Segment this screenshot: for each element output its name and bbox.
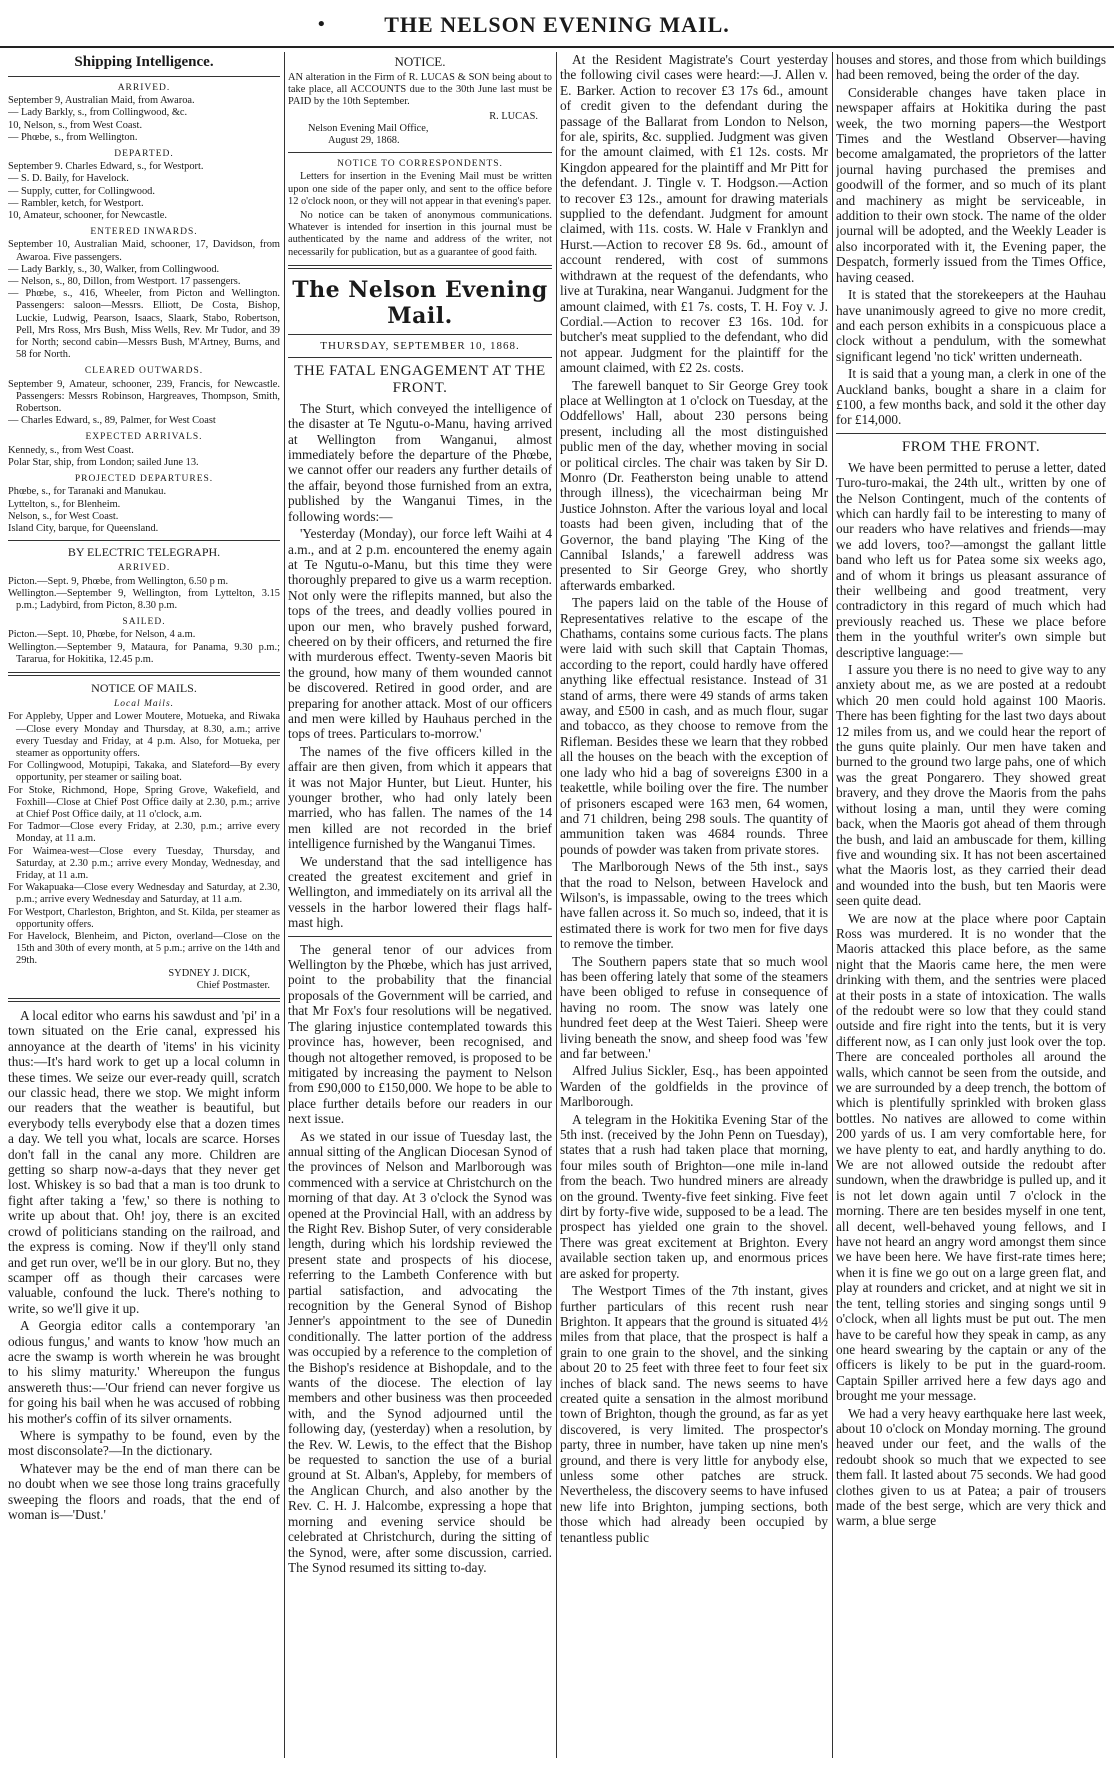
postmaster-title: Chief Postmaster. [196, 979, 270, 991]
shipping-entry: September 9, Amateur, schooner, 239, Francis, for Newcastle. Passengers: Messrs Robinson, Hargreaves, Thompson, Smith, Robertson. [8, 378, 280, 415]
mail-entry: For Waimea-west—Close every Tuesday, Thursday, and Saturday, at 2.30 p.m.; arrive every Monday, Wednesday, and Friday, at 11 a.m. [8, 845, 280, 881]
shipping-entry: Island City, barque, for Queensland. [8, 522, 159, 534]
article-paragraph: A Georgia editor calls a contemporary 'an odious fungus,' and wants to know 'how much an acre the swamp is worth wherein he was brought to his slimy maturity.' Whereupon the fungus answereth thus:—'Our friend can never forgive us for going his bail when he was accused of robbing his mother's coffin of its silver ornaments. [8, 1318, 280, 1426]
divider [8, 672, 280, 676]
article-paragraph: houses and stores, and those from which buildings had been removed, being the order of the day. [836, 52, 1106, 83]
divider [288, 357, 552, 358]
notice-signer: R. LUCAS. [489, 110, 538, 122]
column-rule [556, 52, 557, 1758]
tel-sailed-heading: SAILED. [122, 617, 166, 628]
shipping-entry: — Phœbe, s., 416, Wheeler, from Picton and Wellington. Passengers: saloon—Messrs. Elliott, De Costa, Bishop, Luckie, Ludwig, Pearson, Isaacs, Slaark, Stabo, Robertson, Pell, Mrs Ross, Mrs Bush, Miss Wells, Rev. Mr Tudor, and 39 for North; second cabin—Messrs Bush, M'Artney, Burns, and 58 for North. [8, 288, 280, 361]
entered-heading: ENTERED INWARDS. [90, 227, 198, 238]
telegraph-entry: Wellington.—September 9, Mataura, for Panama, 9.30 p.m.; Tararua, for Hokitika, 12.45 p.m. [8, 641, 280, 665]
shipping-entry: September 9, Australian Maid, from Awaroa. [8, 95, 195, 107]
cleared-heading: CLEARED OUTWARDS. [84, 366, 204, 377]
postmaster-name: SYDNEY J. DICK, [168, 967, 250, 979]
notice-date: August 29, 1868. [328, 135, 400, 147]
article-paragraph: At the Resident Magistrate's Court yesterday the following civil cases were heard:—J. Allen v. E. Barker. Action to recover £3 17s 6d., amount of credit given to the defendant during the passage of the Ballarat from London to Nelson, for ale, spirits, &c. supplied. Judgment was given for the amount claimed, with £1 12s. costs. Mr Kingdon appeared for the plaintiff and Mr Pitt for the defendant. J. Tingle v. T. Hodgson.—Action to recover £3 12s., amount for drawing materials supplied to the defendant. Judgment for amount claimed, with 11s. costs. W. Hale v Franklyn and Hurst.—Action to recover £8 9s. 6d., amount of account rendered, with cost of summons withdrawn at the request of the defendants, who live at Turakina, near Wanganui. Judgment for the amount claimed, with £1 7s. costs, T. H. Foy v. J. Cordial.—Action to recover £3 16s. 10d. for butcher's meat supplied to the defendant, who did not appear. Judgment for the plaintiff for the amount claimed, with £2 2s. costs. [560, 52, 828, 376]
mail-entry: For Wakapuaka—Close every Wednesday and Saturday, at 2.30, p.m.; arrive every Wednesday and Saturday, at 11 a.m. [8, 882, 280, 906]
mail-entry: For Westport, Charleston, Brighton, and St. Kilda, per steamer as opportunity offers. [8, 906, 280, 930]
telegraph-entry: Picton.—Sept. 10, Phœbe, for Nelson, 4 a.m. [8, 629, 196, 641]
arrived-heading: ARRIVED. [117, 83, 171, 93]
article-paragraph: The papers laid on the table of the House of Representatives relative to the escape of the Chathams, contains some curious facts. The plans were laid with such skill that Captain Thomas, according to the report, could hardly have offered anything like effectual resistance. Instead of 31 stand of arms, there were 49 stands of arms taken away, and £500 in cash, and as much flour, sugar and tobacco, as they choose to remove from the Rifleman. Besides these we learn that they robbed all the houses on the beach with the exception of one lady who hid a bag of sovereigns £300 in a teakettle, while boiling over the fire. The number of prisoners escaped were 163 men, 64 women, and 71 children, being 298 souls. The quantity of ammunition taken was 4684 rounds. Three pounds of powder was taken from private stores. [560, 595, 828, 857]
article-paragraph: The names of the five officers killed in the affair are then given, from which it appears that it was not Major Hunter, but Lieut. Hunter, his younger brother, who had only lately been married, who has fallen. The names of the 14 men killed are not recorded in the brief intelligence furnished by the Wanganui Times. [288, 743, 552, 852]
mail-entry: For Tadmor—Close every Friday, at 2.30, p.m.; arrive every Monday, at 11 a.m. [8, 821, 280, 845]
article-paragraph: Whatever may be the end of man there can be no doubt when we see those long trains gracefully sweeping the floors and roads, that the end of woman is—'Dust.' [8, 1460, 280, 1523]
shipping-entry: Kennedy, s., from West Coast. [8, 444, 134, 456]
shipping-entry: September 9. Charles Edward, s., for Westport. [8, 161, 204, 173]
article-paragraph: The farewell banquet to Sir George Grey took place at Wellington at 1 o'clock on Tuesday, at the Oddfellows' Hall, about 230 persons being present, including all the most distinguished public men of the day, whether moving in social or political circles. The chair was taken by Sir D. Monro (Dr. Featherston being unable to attend through illness), the vicechairman being Mr Justice Johnston. After the various loyal and local toasts had been given, including that of the Governor, the band playing 'The King of the Cannibal Islands,' a farewell address was presented to Sir George Grey, who shortly afterwards embarked. [560, 377, 828, 593]
expected-heading: EXPECTED ARRIVALS. [85, 432, 203, 443]
column-1 [8, 52, 280, 1758]
article-paragraph: It is stated that the storekeepers at the Hauhau have unanimously agreed to give no more credit, and each person exhibits in a conspicuous place a clock without a pendulum, with the somewhat significant legend 'no tick' written underneath. [836, 287, 1106, 364]
column-rule [832, 52, 833, 1758]
shipping-entry: — Charles Edward, s., 89, Palmer, for West Coast [8, 415, 216, 427]
article-paragraph: The general tenor of our advices from Wellington by the Phœbe, which has just arrived, point to the probability that the financial proposals of the Government will be carried, and that Mr Fox's four resolutions will be negatived. The glaring injustice contemplated towards this province has, however, been recognised, and though not altogether removed, is proposed to be mitigated by increasing the payment to Nelson from £90,000 to £150,000. We hope to be able to place further details before our readers in our next issue. [288, 941, 552, 1127]
shipping-entry: — S. D. Baily, for Havelock. [8, 173, 129, 185]
shipping-entry: — Nelson, s., 80, Dillon, from Westport. 17 passengers. [8, 276, 241, 288]
article-paragraph: We understand that the sad intelligence has created the greatest excitement and grief in Wellington, and immediately on its arrival all the vessels in the harbor lowered their flags half-mast high. [288, 853, 552, 931]
masthead-title: THE NELSON EVENING MAIL. [384, 12, 730, 37]
telegraph-entry: Picton.—Sept. 9, Phœbe, from Wellington, 6.50 p m. [8, 575, 229, 587]
shipping-entry: — Lady Barkly, s., from Collingwood, &c. [8, 107, 188, 119]
mails-heading: NOTICE OF MAILS. [91, 680, 197, 695]
divider [288, 152, 552, 153]
mails-subheading: Local Mails. [113, 699, 175, 710]
shipping-entry: 10, Amateur, schooner, for Newcastle. [8, 210, 168, 222]
article-paragraph: We are now at the place where poor Captain Ross was murdered. It is no wonder that the Maoris attacked this place before, as the same night that the Maoris came here, the men were drinking with them, and the sentries were placed at their posts in a state of intoxication. The walls of the redoubt were so low that they could stand outside and fire right into the tents, but it is very different now, as I can only just look over the top. There are concealed portholes all around the walls, which cannot be seen from the outside, and we are surrounded by a deep trench, the bottom of which is plentifully sprinkled with broken glass bottles. No natives are allowed to come within 200 yards of us. I am very comfortable here, for we have plenty to eat, and hardly anything to do. We are not allowed outside the redoubt after sundown, when the drawbridge is pulled up, and it is not let down again until 7 o'clock in the morning. There are ten besides myself in one tent, all decent, well-behaved young fellows, and I have not heard an angry word amongst them since we have been here. We have first-rate times here; when it is fine we go out on a large green flat, and play at rounders and cricket, and at night we sit in the tent, telling stories and singing songs until 9 o'clock, when all lights must be put out. The men have to be careful how they speak in camp, as any one heard swearing by the captain or any of the officers is likely to be put in the guard-room. Captain Spiller arrived here a few days ago and brought me your message. [836, 910, 1106, 1404]
article-paragraph: A local editor who earns his sawdust and 'pi' in a town situated on the Erie canal, expressed his annoyance at the dearth of 'items' in his vicinity thus:—It's hard work to get up a local column in these times. We seize our ever-ready quill, scratch our classic head, there we stop. We might inform our readers that the weather is beautiful, but everybody tells everybody else that a dozen times a day. We tell you what, locals are scarce. Horses don't fall in the canal any more. Children are getting so sharp now-a-days that they never get lost. Whiskey is so bad that a man is too drunk to fight after taking a 'few,' so there is nothing to write up about that. Oh! joy, there is an excited crowd of politicians standing on the railroad, and the express is coming. Now if they'll only stand and get run over, we'll be in our glory. But no, they scamper off as though their carcases were valuable, confound the luck. There's nothing to write, so we'll give it up. [8, 1008, 280, 1316]
shipping-entry: Phœbe, s., for Taranaki and Manukau. [8, 486, 167, 498]
article-paragraph: We have been permitted to peruse a letter, dated Turo-turo-makai, the 24th ult., written by one of the Nelson Contingent, much of the contents of which can hardly fail to be interesting to many of our readers who have relatives and friends—may we add lovers, too?—amongst the gallant little band who left us for Patea some six weeks ago, and of whom it brings us pleasant assurance of their wellbeing and good treatment, very contradictory in this regard of much which had previously reached us. These we place before them in the youthful writer's own simple but descriptive language:— [836, 459, 1106, 660]
shipping-entry: — Lady Barkly, s., 30, Walker, from Collingwood. [8, 263, 220, 275]
article-paragraph: Considerable changes have taken place in newspaper affairs at Hokitika during the past week, the two morning papers—the Westport Times and the Westland Observer—having become amalgamated, the proprietors of the latter journal having purchased the premises and goodwill of the former, and so much of its plant and machinery as might be serviceable, in addition to their own stock. The name of the older journal will be adopted, and the Weekly Leader is also incorporated with it, the Evening paper, the Despatch, formerly issued from the Times Office, having ceased. [836, 84, 1106, 285]
article-paragraph: The Sturt, which conveyed the intelligence of the disaster at Te Ngutu-o-Manu, having arrived at Wellington from Wanganui, almost immediately before the departure of the Phœbe, we cannot offer our readers any further details of the affair, beyond those furnished from an extra, published by the Wanganui Times, in the following words:— [288, 400, 552, 524]
divider [288, 334, 552, 335]
front-heading: FROM THE FRONT. [901, 438, 1041, 455]
correspondents-text: No notice can be taken of anonymous communications. Whatever is intended for insertion in this journal must be authenticated by the name and address of the writer, not necessarily for publication, but as a guarantee of good faith. [288, 210, 552, 258]
article-paragraph: It is said that a young man, a clerk in one of the Auckland banks, bought a share in a claim for £100, a few months back, and sold it the other day for £14,000. [836, 366, 1106, 428]
shipping-entry: Lyttelton, s., for Blenheim. [8, 498, 121, 510]
notice-office: Nelson Evening Mail Office, [308, 122, 429, 134]
shipping-entry: Polar Star, ship, from London; sailed June 13. [8, 456, 199, 468]
projected-heading: PROJECTED DEPARTURES. [74, 474, 214, 485]
article-paragraph: 'Yesterday (Monday), our force left Waihi at 4 a.m., and at 2 p.m. encountered the enemy again at Te Ngutu-o-Manu, but this time they were thoroughly prepared to give us a warm reception. Not only were the riflepits manned, but also the tops of the trees, and deadly vollies poured in upon our men, who bravely pushed forward, cheered on by their officers, and returned the fire with murderous effect. Twenty-seven Maoris bit the ground, how many of them wounded cannot be discovered. Retired in good order, and are preparing for another attack. Most of our officers and men were killed by Hauhaus perched in the tops of trees. Particulars to-morrow.' [288, 526, 552, 742]
fatal-heading: THE FATAL ENGAGEMENT AT THE FRONT. [294, 362, 546, 396]
column-2 [288, 52, 552, 1758]
correspondents-text: Letters for insertion in the Evening Mail must be written upon one side of the paper only, and sent to the office before 12 o'clock noon, or they will not appear in that evening's paper. [288, 171, 552, 207]
masthead [0, 0, 1114, 48]
mail-entry: For Appleby, Upper and Lower Moutere, Motueka, and Riwaka—Close every Monday and Thursday, at 8.30, a.m.; arrive every Tuesday and Friday, at 4 p.m. Also, for Motueka, per steamer as opportunity offers. [8, 711, 280, 759]
departed-heading: DEPARTED. [114, 149, 174, 160]
correspondents-heading: NOTICE TO CORRESPONDENTS. [337, 159, 503, 170]
article-paragraph: The Marlborough News of the 5th inst., says that the road to Nelson, between Havelock and Wilson's, is impassable, owing to the trees which have fallen across it. So much so, indeed, that it is estimated there is work for two men for five days to remove the timber. [560, 859, 828, 952]
issue-date: THURSDAY, SEPTEMBER 10, 1868. [320, 339, 520, 352]
column-3 [560, 52, 828, 1758]
shipping-entry: — Rambler, ketch, for Westport. [8, 197, 144, 209]
shipping-entry: — Phœbe, s., from Wellington. [8, 131, 138, 143]
column-rule [284, 52, 285, 1758]
telegraph-entry: Wellington.—September 9, Wellington, from Lyttelton, 3.15 p.m.; Ladybird, from Picton, 8.30 p.m. [8, 587, 280, 611]
article-paragraph: As we stated in our issue of Tuesday last, the annual sitting of the Anglican Diocesan Synod of the provinces of Nelson and Marlborough was commenced with a service at Christchurch on the morning of that day. At 3 o'clock the Synod was opened at the Provincial Hall, with an address by the Right Rev. Bishop Suter, of very considerable length, during which his lordship reviewed the present state and prospects of his diocese, referring to the Lambeth Conference with but partial satisfaction, and advocating the recognition by the General Synod of Bishop Jenner's appointment to the see of Dunedin conditionally. The latter portion of the address was occupied by a reference to the completion of the Bishop's residence at Bishopdale, and to the wants of the diocese. The election of lay members and other business was then proceeded with, and the Synod adjourned until the following day, (yesterday) when a resolution, by the Rev. W. Lewis, to the effect that the Bishop be requested to sanction the use of a burial ground at St. Alban's, Appleby, for members of the Anglican Church, and also another by the Rev. C. H. J. Halcombe, expressing a hope that morning and evening service should be celebrated at Christchurch, during the sitting of the Synod, were, after some discussion, carried. The Synod resumed its sitting to-day. [288, 1128, 552, 1575]
shipping-entry: September 10, Australian Maid, schooner, 17, Davidson, from Awaroa. Five passengers. [8, 239, 280, 263]
divider [8, 540, 280, 541]
divider [8, 76, 280, 77]
shipping-entry: 10, Nelson, s., from West Coast. [8, 119, 143, 131]
column-4 [836, 52, 1106, 1758]
article-paragraph: The Westport Times of the 7th instant, gives further particulars of this recent rush near Brighton. It appears that the ground is situated 4½ miles from that place, that the prospect is half a grain to one grain to the shovel, and the sinking about 20 to 25 feet with three feet to four feet six inches of black sand. The news seems to have created quite a sensation in the almost moribund town of Brighton, though the ground, as far as yet discovered, is very limited. The prospector's party, three in number, have taken up nine men's ground, and there is very little for anybody else, unless some other patches are struck. Nevertheless, the discovery seems to have infused new life into Brighton, jumping sections, both those which had already been occupied by tenantless public [560, 1283, 828, 1545]
article-paragraph: A telegram in the Hokitika Evening Star of the 5th inst. (received by the John Penn on Tuesday), states that a rush had taken place that morning, four miles south of Brighton—one mile in-land from the beach. Two hundred miners are already on the ground. Twenty-five feet sinking. Five feet dirt by forty-five wide, supposed to be a lead. The prospect has yielded one grain to the shovel. There was great excitement at Brighton. Every available section taken up, and enormous prices are asked for property. [560, 1111, 828, 1281]
divider [836, 433, 1106, 434]
telegraph-heading: BY ELECTRIC TELEGRAPH. [67, 545, 221, 560]
article-paragraph: We had a very heavy earthquake here last week, about 10 o'clock on Monday morning. The ground heaved under our feet, and the walls of the redoubt shook so much that we expected to see them fall. It lasted about 75 seconds. We had good clothes given to us at Patea; a pair of trousers made of the best serge, which are very thick and warm, a blue serge [836, 1405, 1106, 1529]
shipping-entry: Nelson, s., for West Coast. [8, 510, 119, 522]
notice-heading: NOTICE. [394, 54, 446, 69]
tel-arrived-heading: ARRIVED. [117, 563, 171, 574]
mail-entry: For Stoke, Richmond, Hope, Spring Grove, Wakefield, and Foxhill—Close at Chief Post Office daily at 2.30, p.m.; arrive at Chief Post Office daily, at 11 o'clock, a.m. [8, 784, 280, 820]
shipping-entry: — Supply, cutter, for Collingwood. [8, 185, 155, 197]
article-paragraph: I assure you there is no need to give way to any anxiety about me, as we are posted at a redoubt which 20 men could hold against 100 Maoris. There has been fighting for the last two days about 12 miles from us, and we could hear the report of the guns quite plainly. Our men have taken and burned to the ground two large pahs, one of which was the great Pongarero. They showed great bravery, and they drove the Maoris from the pahs without losing a man, until they were coming back, when the Maoris got ahead of them through the bush, and laid an ambuscade for them, killing five and wounding six. It has not been ascertained what the Maoris lost, as they carried their dead and wounded into the bush, but ten Maoris were seen quite dead. [836, 662, 1106, 909]
divider [288, 265, 552, 269]
mail-entry: For Havelock, Blenheim, and Picton, overland—Close on the 15th and 30th of every month, at 5 p.m.; arrive on the 14th and 29th. [8, 931, 280, 967]
mail-entry: For Collingwood, Motupipi, Takaka, and Slateford—By every opportunity, per steamer or sailing boat. [8, 760, 280, 784]
nameplate-title: The Nelson Evening Mail. [292, 276, 548, 329]
shipping-heading: Shipping Intelligence. [74, 54, 214, 70]
masthead-dot: • [316, 14, 327, 35]
article-paragraph: Where is sympathy to be found, even by the most disconsolate?—In the dictionary. [8, 1427, 280, 1459]
article-paragraph: Alfred Julius Sickler, Esq., has been appointed Warden of the goldfields in the province of Marlborough. [560, 1063, 828, 1110]
article-paragraph: The Southern papers state that so much wool has been offering lately that some of the steamers have been obliged to refuse in consequence of having no room. The snow was lately one hundred feet deep at the West Taieri. Sheep were living beneath the snow, and sheep food was 'few and far between.' [560, 953, 828, 1061]
divider [8, 998, 280, 1002]
notice-text: AN alteration in the Firm of R. LUCAS & SON being about to take place, all ACCOUNTS due to the 30th June last must be PAID by the 10th September. [288, 72, 552, 108]
divider [288, 936, 552, 937]
